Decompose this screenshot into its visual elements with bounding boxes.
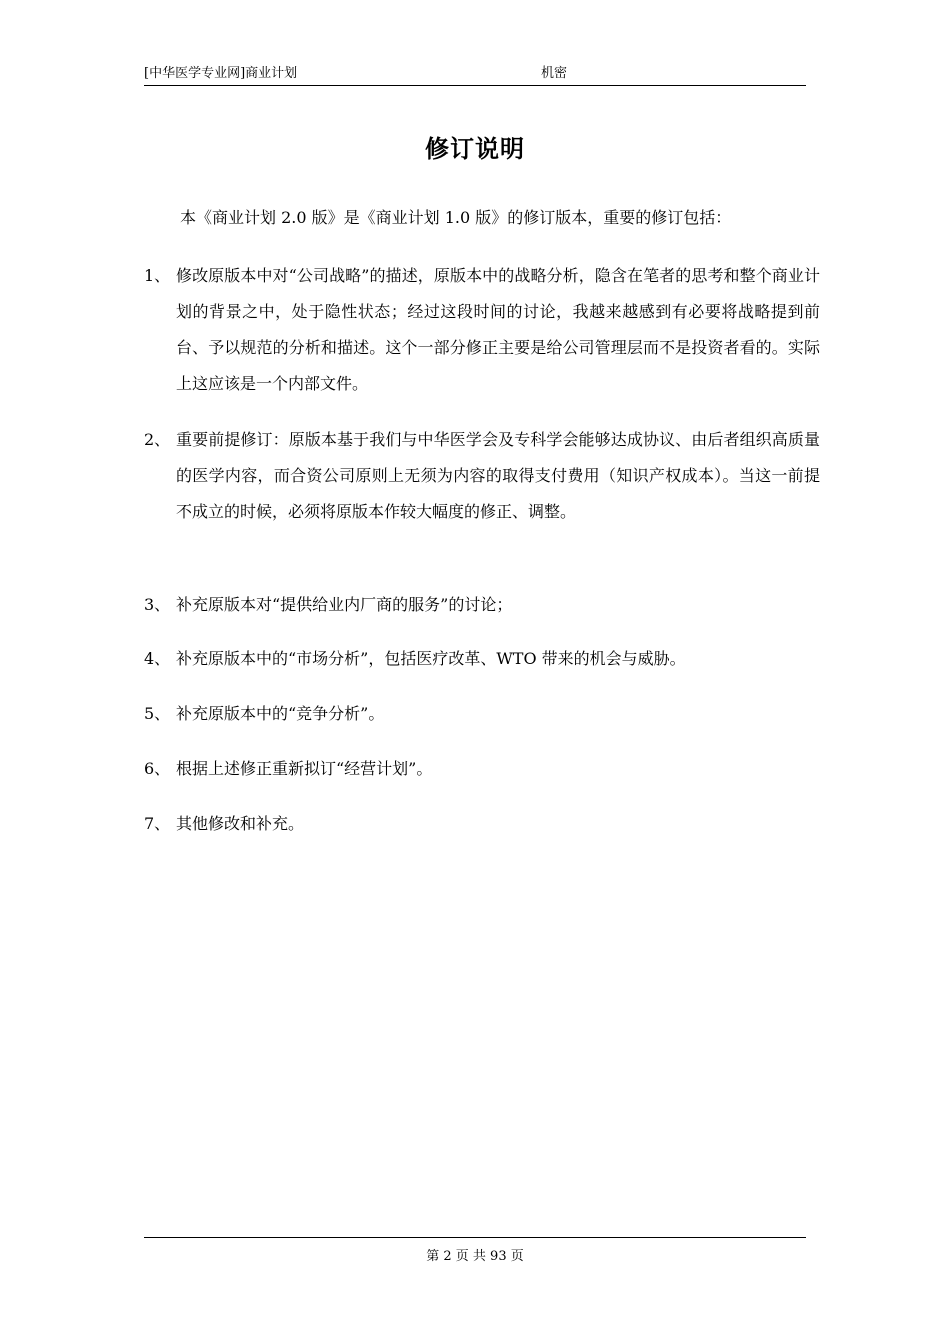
item-number: 2、 — [144, 430, 171, 449]
item-number: 5、 — [144, 704, 171, 723]
revision-item-4 — [144, 641, 820, 677]
item-text: 补充原版本中的“竞争分析”。 — [176, 704, 385, 723]
revision-item-3 — [144, 587, 820, 623]
page-header — [144, 64, 806, 84]
intro-paragraph: 本《商业计划 2.0 版》是《商业计划 1.0 版》的修订版本，重要的修订包括： — [180, 208, 732, 227]
revision-item-6 — [144, 751, 820, 787]
item-number: 1、 — [144, 266, 171, 285]
revision-item-7 — [144, 806, 820, 842]
item-number: 7、 — [144, 814, 171, 833]
page-title: 修订说明 — [425, 135, 525, 163]
revision-item-1 — [144, 258, 820, 402]
item-text: 补充原版本对“提供给业内厂商的服务”的讨论； — [176, 595, 513, 614]
revision-item-2 — [144, 422, 820, 530]
item-text: 根据上述修正重新拟订“经营计划”。 — [176, 759, 433, 778]
item-number: 6、 — [144, 759, 171, 778]
item-number: 3、 — [144, 595, 171, 614]
item-text: 其他修改和补充。 — [176, 814, 305, 833]
header-confidential-label: 机密 — [541, 66, 568, 81]
item-text: 修改原版本中对“公司战略”的描述，原版本中的战略分析，隐含在笔者的思考和整个商业计划的背景之中，处于隐性状态；经过这段时间的讨论，我越来越感到有必要将战略提到前台、予以规范的分析和描述。这个一部分修正主要是给公司管理层而不是投资者看的。实际上这应该是一个内部文件。 — [176, 266, 820, 393]
page-number-footer: 第 2 页 共 93 页 — [426, 1249, 524, 1264]
item-text: 补充原版本中的“市场分析”，包括医疗改革、WTO 带来的机会与威胁。 — [176, 649, 686, 668]
item-text: 重要前提修订：原版本基于我们与中华医学会及专科学会能够达成协议、由后者组织高质量的医学内容，而合资公司原则上无须为内容的取得支付费用（知识产权成本）。当这一前提不成立的时候，必须将原版本作较大幅度的修正、调整。 — [176, 430, 820, 521]
revision-item-5 — [144, 696, 820, 732]
header-divider — [144, 85, 806, 86]
footer-divider — [144, 1237, 806, 1238]
item-number: 4、 — [144, 649, 171, 668]
header-document-name: [中华医学专业网]商业计划 — [144, 66, 298, 81]
